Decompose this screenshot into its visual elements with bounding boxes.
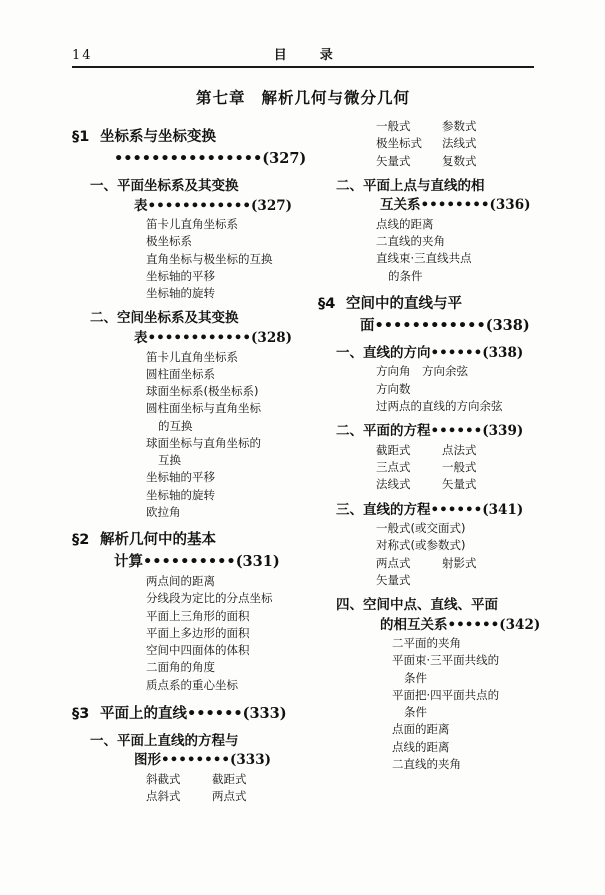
continuation-label: 图形 <box>134 752 161 769</box>
toc-leaf-entry: 过两点的直线的方向余弦 <box>376 398 503 413</box>
subsection-label: 平面上点与直线的相 <box>363 177 485 194</box>
subsection-mark: 二、 <box>336 177 363 194</box>
toc-leaf-entry: 方向数 <box>376 381 411 396</box>
header-rule <box>72 66 534 68</box>
toc-leaf-entry: 射影式 <box>442 555 477 570</box>
toc-leaf-entry: 一般式 <box>442 460 477 475</box>
page-ref: (327) <box>251 197 293 214</box>
page-ref: (336) <box>489 197 531 214</box>
toc-leaf-entry: 两点式 <box>376 555 411 570</box>
continuation-label: 互关系 <box>380 197 421 214</box>
toc-leaf-pair <box>72 788 296 805</box>
page-ref: (338) <box>485 316 530 334</box>
subsection-label: 平面上直线的方程与 <box>117 732 239 749</box>
continuation-label: 计算 <box>114 554 143 571</box>
toc-section-entry[interactable] <box>72 703 296 725</box>
section-mark: §2 <box>72 532 90 549</box>
toc-leaf-entry: 点线的距离 <box>376 216 434 231</box>
toc-leaf-pair <box>72 771 296 788</box>
section-label: 空间中的直线与平 <box>346 295 462 312</box>
toc-leaf-entry: 平面上三角形的面积 <box>146 608 250 623</box>
continuation-label: 面 <box>360 317 375 334</box>
section-mark: §3 <box>72 705 90 722</box>
toc-leaf-entry: 二直线的夹角 <box>392 756 461 771</box>
toc-leaf-entry: 斜截式 <box>146 771 181 786</box>
page-ref: (338) <box>482 344 524 361</box>
leader-dots: •••••• <box>430 344 483 361</box>
toc-leaf-entry: 球面坐标系(极坐标系) <box>146 384 259 399</box>
toc-subsection-continuation[interactable] <box>318 616 542 636</box>
toc-subsection-entry[interactable] <box>72 177 296 197</box>
subsection-label: 空间坐标系及其变换 <box>117 310 239 327</box>
toc-leaf-entry: 平面把·四平面共点的 <box>392 687 500 702</box>
toc-leaf-pair <box>318 153 542 170</box>
toc-leaf-pair <box>318 459 542 476</box>
subsection-label: 平面坐标系及其变换 <box>117 178 239 195</box>
toc-subsection-continuation[interactable] <box>318 196 542 216</box>
toc-leaf-entry: 法线式 <box>376 477 411 492</box>
toc-subsection-entry[interactable] <box>318 422 542 442</box>
page-ref: (328) <box>251 329 293 346</box>
leader-dots: •••••••••••• <box>374 317 486 334</box>
toc-leaf-entry: 坐标轴的平移 <box>146 470 215 485</box>
toc-leaf-pair <box>318 476 542 493</box>
toc-leaf-entry-cont: 条件 <box>404 670 427 685</box>
subsection-mark: 三、 <box>336 501 363 518</box>
toc-leaf-entry: 点斜式 <box>146 789 181 804</box>
subsection-mark: 四、 <box>336 597 363 614</box>
toc-leaf-entry: 坐标轴的平移 <box>146 268 215 283</box>
toc-leaf-entry: 质点系的重心坐标 <box>146 677 238 692</box>
toc-leaf-pair <box>318 555 542 572</box>
toc-leaf-entry: 欧拉角 <box>146 504 181 519</box>
page-ref: (341) <box>482 501 524 518</box>
toc-leaf-entry: 点法式 <box>442 442 477 457</box>
toc-leaf-entry: 复数式 <box>442 153 477 168</box>
toc-leaf-entry: 两点式 <box>212 789 247 804</box>
toc-columns <box>72 118 542 805</box>
toc-leaf-pair <box>318 135 542 152</box>
leader-dots: •••••••••• <box>143 554 236 571</box>
toc-section-continuation[interactable] <box>72 148 307 170</box>
toc-leaf-entry: 坐标轴的旋转 <box>146 487 215 502</box>
toc-subsection-continuation[interactable] <box>72 329 296 349</box>
leader-dots: •••••• <box>430 423 483 440</box>
toc-leaf-entry: 矢量式 <box>376 572 411 587</box>
toc-subsection-entry[interactable] <box>72 732 296 752</box>
leader-dots: •••••••••••• <box>147 329 252 346</box>
subsection-mark: 二、 <box>336 423 363 440</box>
toc-section-continuation[interactable] <box>72 551 296 573</box>
toc-leaf-entry: 三点式 <box>376 460 411 475</box>
toc-leaf-entry: 矢量式 <box>376 153 411 168</box>
toc-leaf-entry: 方向角 方向余弦 <box>376 364 468 379</box>
toc-section-continuation[interactable] <box>318 315 542 337</box>
toc-leaf-entry: 点线的距离 <box>392 739 450 754</box>
toc-leaf-entry: 一般式 <box>376 119 411 133</box>
toc-leaf-entry: 分线段为定比的分点坐标 <box>146 591 273 606</box>
toc-leaf-entry: 坐标轴的旋转 <box>146 286 215 301</box>
toc-leaf-entry: 球面坐标与直角坐标的 <box>146 435 261 450</box>
leader-dots: •••••••• <box>420 197 490 214</box>
toc-leaf-entry: 截距式 <box>376 442 411 457</box>
toc-leaf-entry: 法线式 <box>442 136 477 151</box>
subsection-label: 平面的方程 <box>363 423 431 440</box>
toc-subsection-continuation[interactable] <box>72 197 296 217</box>
toc-leaf-entry: 直线束·三直线共点 <box>376 251 472 266</box>
page-ref: (342) <box>499 616 541 633</box>
toc-leaf-entry-cont: 条件 <box>404 705 427 720</box>
subsection-label: 直线的方程 <box>363 501 431 518</box>
section-mark: §1 <box>72 129 90 145</box>
toc-leaf-entry: 极坐标系 <box>146 234 192 249</box>
toc-leaf-entry: 平面束·三平面共线的 <box>392 653 500 668</box>
continuation-label: 表 <box>134 197 148 214</box>
page-ref: (333) <box>242 704 287 722</box>
continuation-label: 表 <box>134 329 148 346</box>
toc-leaf-entry: 参数式 <box>442 119 477 133</box>
header-title: 目 录 <box>273 48 343 63</box>
page-ref: (333) <box>230 752 271 769</box>
toc-subsection-continuation[interactable] <box>72 751 296 771</box>
toc-leaf-entry: 对称式(或参数式) <box>376 538 466 553</box>
toc-leaf-entry: 矢量式 <box>442 477 477 492</box>
toc-leaf-entry: 二面角的角度 <box>146 660 215 675</box>
toc-column-left <box>72 118 307 805</box>
toc-leaf-entry: 二直线的夹角 <box>376 234 445 249</box>
page-number: 14 <box>72 48 93 63</box>
section-label: 平面上的直线 <box>100 705 187 722</box>
toc-column-right <box>318 118 542 805</box>
subsection-label: 空间中点、直线、平面 <box>363 597 498 614</box>
toc-section-entry[interactable] <box>72 127 296 148</box>
subsection-mark: 一、 <box>90 732 117 749</box>
toc-leaf-entry: 笛卡儿直角坐标系 <box>146 217 238 232</box>
toc-section-entry[interactable] <box>72 530 296 551</box>
toc-section-entry[interactable] <box>318 294 542 315</box>
toc-leaf-entry: 二平面的夹角 <box>392 636 461 651</box>
toc-subsection-entry[interactable] <box>318 501 542 521</box>
subsection-mark: 一、 <box>90 178 117 195</box>
leader-dots: •••••••••••••••• <box>114 151 263 168</box>
toc-leaf-entry: 圆柱面坐标系 <box>146 366 215 381</box>
toc-leaf-entry: 直角坐标与极坐标的互换 <box>146 251 273 266</box>
page-header <box>72 44 534 63</box>
toc-leaf-pair <box>318 442 542 459</box>
chapter-number: 第七章 <box>195 89 246 107</box>
toc-leaf-entry: 两点间的距离 <box>146 574 215 589</box>
subsection-mark: 一、 <box>336 344 363 361</box>
leader-dots: •••••• <box>430 501 483 518</box>
page-ref: (339) <box>482 423 524 440</box>
section-label: 坐标系与坐标变换 <box>100 129 216 145</box>
toc-leaf-entry: 平面上多边形的面积 <box>146 625 250 640</box>
continuation-label: 的相互关系 <box>380 616 448 633</box>
section-label: 解析几何中的基本 <box>100 532 216 549</box>
toc-leaf-entry: 圆柱面坐标与直角坐标 <box>146 401 261 416</box>
toc-leaf-pair <box>318 118 542 135</box>
section-mark: §4 <box>318 295 336 312</box>
toc-subsection-entry[interactable] <box>318 596 542 616</box>
toc-leaf-entry: 笛卡儿直角坐标系 <box>146 349 238 364</box>
toc-subsection-entry[interactable] <box>318 344 542 364</box>
subsection-label: 直线的方向 <box>363 344 431 361</box>
toc-leaf-entry: 点面的距离 <box>392 722 450 737</box>
chapter-title <box>72 86 534 108</box>
leader-dots: •••••• <box>187 705 243 722</box>
toc-leaf-entry: 截距式 <box>212 771 247 786</box>
page-ref: (327) <box>262 150 307 168</box>
toc-subsection-entry[interactable] <box>318 177 542 197</box>
page-ref: (331) <box>235 553 280 571</box>
leader-dots: •••••••• <box>161 752 231 769</box>
toc-leaf-entry: 极坐标式 <box>376 136 422 151</box>
toc-leaf-entry: 一般式(或交面式) <box>376 521 466 536</box>
toc-subsection-entry[interactable] <box>72 309 296 329</box>
subsection-mark: 二、 <box>90 310 117 327</box>
leader-dots: •••••••••••• <box>147 197 252 214</box>
toc-leaf-entry: 空间中四面体的体积 <box>146 643 250 658</box>
toc-leaf-entry-cont: 互换 <box>158 453 181 468</box>
chapter-name: 解析几何与微分几何 <box>261 89 411 107</box>
toc-leaf-entry-cont: 的条件 <box>388 268 423 283</box>
leader-dots: •••••• <box>447 616 500 633</box>
toc-leaf-entry-cont: 的互换 <box>158 418 193 433</box>
